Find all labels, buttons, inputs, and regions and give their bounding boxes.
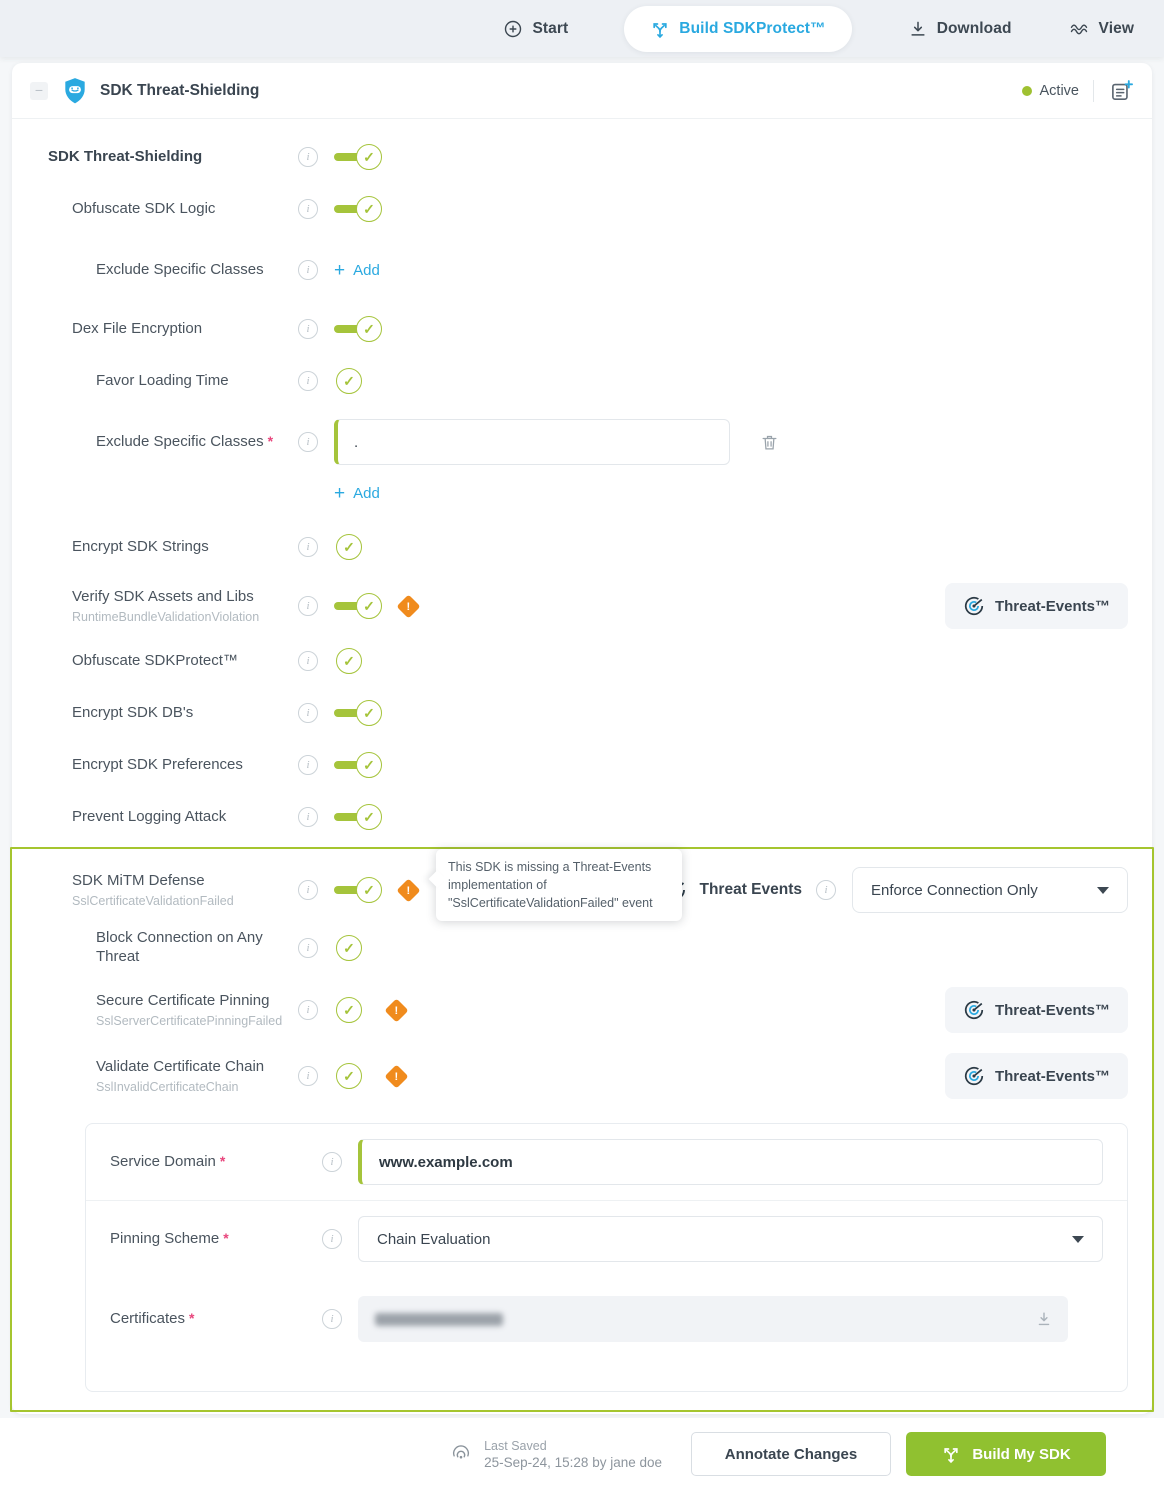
setting-label: Dex File Encryption xyxy=(72,319,203,337)
setting-sublabel: RuntimeBundleValidationViolation xyxy=(72,609,260,624)
setting-row-favor-loading-time xyxy=(48,355,1128,407)
setting-sublabel: SslInvalidCertificateChain xyxy=(96,1079,239,1094)
setting-row-validate-certificate-chain xyxy=(48,1047,1128,1105)
nav-download[interactable] xyxy=(908,19,1012,39)
page-title: SDK Threat-Shielding xyxy=(100,81,260,99)
last-saved-detail: 25-Sep-24, 15:28 by jane doe xyxy=(484,1454,662,1470)
info-icon[interactable]: i xyxy=(298,147,318,167)
add-button[interactable] xyxy=(334,484,380,503)
last-saved-block xyxy=(450,1439,662,1470)
setting-label: Block Connection on Any Threat xyxy=(96,929,263,965)
threat-events-button[interactable] xyxy=(945,987,1128,1033)
download-certificate-icon[interactable] xyxy=(1034,1309,1054,1329)
setting-row-dex-file-encryption xyxy=(48,303,1128,355)
threat-events-group xyxy=(663,867,1128,913)
setting-label: Verify SDK Assets and Libs xyxy=(72,588,254,606)
info-icon[interactable]: i xyxy=(298,371,318,391)
download-icon xyxy=(908,19,928,39)
setting-label: Secure Certificate Pinning xyxy=(96,992,270,1010)
status-label: Active xyxy=(1039,82,1079,99)
threat-events-button[interactable] xyxy=(945,583,1128,629)
threat-events-icon xyxy=(963,999,985,1021)
toggle-on[interactable]: ✓ xyxy=(334,699,382,727)
info-icon[interactable]: i xyxy=(298,537,318,557)
info-icon[interactable]: i xyxy=(298,319,318,339)
setting-label: Exclude Specific Classes xyxy=(96,260,264,278)
pinning-scheme-row xyxy=(86,1201,1127,1277)
setting-label: Encrypt SDK DB's xyxy=(72,703,194,721)
service-domain-label: Service Domain xyxy=(110,1152,216,1170)
threat-events-button-label: Threat-Events™ xyxy=(994,597,1110,615)
build-my-sdk-button[interactable] xyxy=(906,1432,1106,1476)
sdk-threat-shielding-card xyxy=(12,63,1152,1414)
checkbox-checked[interactable]: ✓ xyxy=(336,935,362,961)
info-icon[interactable]: i xyxy=(298,1000,318,1020)
chevron-down-icon xyxy=(1097,887,1109,894)
warning-icon[interactable]: ! xyxy=(384,998,408,1022)
checkbox-checked[interactable]: ✓ xyxy=(336,997,362,1023)
exclude-class-input[interactable] xyxy=(334,419,730,465)
card-header xyxy=(12,63,1152,119)
checkbox-checked[interactable]: ✓ xyxy=(336,534,362,560)
service-domain-row xyxy=(86,1124,1127,1201)
pinning-scheme-dropdown[interactable] xyxy=(358,1216,1103,1262)
threat-events-mode-dropdown[interactable] xyxy=(852,867,1128,913)
certificates-row xyxy=(86,1281,1127,1357)
add-label: Add xyxy=(353,484,380,502)
threat-events-button-label: Threat-Events™ xyxy=(994,1001,1110,1019)
threat-events-button-label: Threat-Events™ xyxy=(994,1067,1110,1085)
info-icon[interactable]: i xyxy=(298,938,318,958)
info-icon[interactable]: i xyxy=(298,651,318,671)
dropdown-value: Enforce Connection Only xyxy=(871,881,1038,899)
nav-download-label: Download xyxy=(936,19,1012,37)
setting-row-encrypt-sdk-strings xyxy=(48,521,1128,573)
setting-label: Favor Loading Time xyxy=(96,371,229,389)
required-asterisk: * xyxy=(219,1152,226,1169)
certificates-label: Certificates xyxy=(110,1309,186,1327)
footer-bar xyxy=(0,1418,1164,1494)
pinning-scheme-label: Pinning Scheme xyxy=(110,1229,220,1247)
info-icon[interactable]: i xyxy=(298,880,318,900)
threat-events-warning-tooltip: This SDK is missing a Threat-Events implementation of "SslCertificateValidationFailed" event xyxy=(436,849,682,921)
threat-events-icon xyxy=(963,595,985,617)
info-icon[interactable]: i xyxy=(298,199,318,219)
setting-label: Exclude Specific Classes xyxy=(96,432,264,450)
threat-events-button[interactable] xyxy=(945,1053,1128,1099)
trash-icon[interactable] xyxy=(760,433,779,452)
info-icon[interactable]: i xyxy=(816,880,836,900)
checkbox-checked[interactable]: ✓ xyxy=(336,648,362,674)
add-label: Add xyxy=(353,261,380,279)
setting-label: Obfuscate SDKProtect™ xyxy=(72,651,238,669)
toggle-on[interactable]: ✓ xyxy=(334,143,382,171)
setting-row-encrypt-sdk-dbs xyxy=(48,687,1128,739)
nav-build-label: Build SDKProtect™ xyxy=(679,19,826,37)
setting-label: Validate Certificate Chain xyxy=(96,1058,265,1076)
required-asterisk: * xyxy=(267,432,274,449)
shield-icon xyxy=(62,77,88,105)
setting-row-obfuscate-sdk-logic xyxy=(48,183,1128,235)
collapse-icon[interactable]: − xyxy=(30,82,48,100)
checkbox-checked[interactable]: ✓ xyxy=(336,1063,362,1089)
nav-build-sdkprotect[interactable] xyxy=(624,6,851,52)
setting-row-sdk-threat-shielding xyxy=(48,131,1128,183)
sdk-mitm-defense-section xyxy=(10,847,1154,1412)
info-icon[interactable]: i xyxy=(322,1309,342,1329)
active-status-dot xyxy=(1022,86,1032,96)
info-icon[interactable]: i xyxy=(298,596,318,616)
toggle-on[interactable]: ✓ xyxy=(334,751,382,779)
setting-sublabel: SslCertificateValidationFailed xyxy=(72,893,234,908)
settings-list xyxy=(12,119,1152,843)
plus-icon: + xyxy=(334,482,346,504)
plus-icon: + xyxy=(334,259,346,281)
top-nav xyxy=(0,0,1164,57)
setting-row-obfuscate-sdkprotect xyxy=(48,635,1128,687)
status-badge xyxy=(1022,83,1080,99)
threat-events-label: Threat Events xyxy=(699,881,802,898)
divider xyxy=(1093,80,1094,102)
info-icon[interactable]: i xyxy=(298,755,318,775)
checkbox-checked[interactable]: ✓ xyxy=(336,368,362,394)
setting-row-encrypt-sdk-preferences xyxy=(48,739,1128,791)
nav-start[interactable] xyxy=(503,19,568,39)
toggle-on[interactable]: ✓ xyxy=(334,803,382,831)
info-icon[interactable]: i xyxy=(298,703,318,723)
setting-sublabel: SslServerCertificatePinningFailed xyxy=(96,1013,283,1028)
merge-branch-icon xyxy=(650,19,670,39)
info-icon[interactable]: i xyxy=(298,807,318,827)
nav-view-label: View xyxy=(1098,19,1134,37)
last-saved-label: Last Saved xyxy=(484,1438,547,1453)
setting-label: SDK Threat-Shielding xyxy=(48,147,203,165)
warning-icon[interactable]: ! xyxy=(396,594,420,618)
setting-label: Encrypt SDK Strings xyxy=(72,537,209,555)
service-domain-input[interactable] xyxy=(358,1139,1103,1185)
add-note-icon[interactable] xyxy=(1108,78,1134,104)
dropdown-value: Chain Evaluation xyxy=(377,1230,491,1248)
setting-label: Obfuscate SDK Logic xyxy=(72,199,216,217)
info-icon[interactable]: i xyxy=(322,1152,342,1172)
setting-label: Encrypt SDK Preferences xyxy=(72,755,243,773)
setting-label: Prevent Logging Attack xyxy=(72,807,227,825)
toggle-on[interactable]: ✓ xyxy=(334,876,382,904)
certificate-pinning-form xyxy=(85,1123,1128,1392)
setting-row-secure-certificate-pinning xyxy=(48,981,1128,1039)
setting-row-verify-sdk-assets xyxy=(48,577,1128,635)
toggle-on[interactable]: ✓ xyxy=(334,195,382,223)
nav-start-label: Start xyxy=(532,19,569,37)
setting-row-sdk-mitm-defense xyxy=(48,861,1128,919)
required-asterisk: * xyxy=(189,1309,195,1326)
setting-row-exclude-specific-classes-required xyxy=(48,413,1128,471)
annotate-changes-button[interactable]: Annotate Changes xyxy=(691,1432,891,1476)
certificate-file-field[interactable] xyxy=(358,1296,1068,1342)
warning-icon[interactable]: ! xyxy=(384,1064,408,1088)
info-icon[interactable]: i xyxy=(298,1066,318,1086)
nav-view[interactable] xyxy=(1068,19,1134,39)
info-icon[interactable]: i xyxy=(298,260,318,280)
chevron-down-icon xyxy=(1072,1236,1084,1243)
setting-row-block-connection xyxy=(48,919,1128,977)
required-asterisk: * xyxy=(223,1229,229,1246)
warning-icon[interactable]: ! xyxy=(396,878,420,902)
save-history-icon xyxy=(450,1443,472,1465)
merge-branch-icon xyxy=(941,1444,961,1464)
circle-plus-icon xyxy=(503,19,523,39)
activity-waves-icon xyxy=(1068,19,1090,39)
build-my-sdk-label: Build My SDK xyxy=(972,1445,1071,1463)
add-button[interactable] xyxy=(334,261,380,280)
setting-row-exclude-specific-classes xyxy=(48,241,1128,299)
toggle-on[interactable]: ✓ xyxy=(334,315,382,343)
toggle-on[interactable]: ✓ xyxy=(334,592,382,620)
setting-label: SDK MiTM Defense xyxy=(72,872,205,890)
info-icon[interactable]: i xyxy=(322,1229,342,1249)
info-icon[interactable]: i xyxy=(298,432,318,452)
certificate-filename-redacted xyxy=(375,1313,503,1326)
add-row xyxy=(48,471,1128,515)
setting-row-prevent-logging-attack xyxy=(48,791,1128,843)
threat-events-icon xyxy=(963,1065,985,1087)
